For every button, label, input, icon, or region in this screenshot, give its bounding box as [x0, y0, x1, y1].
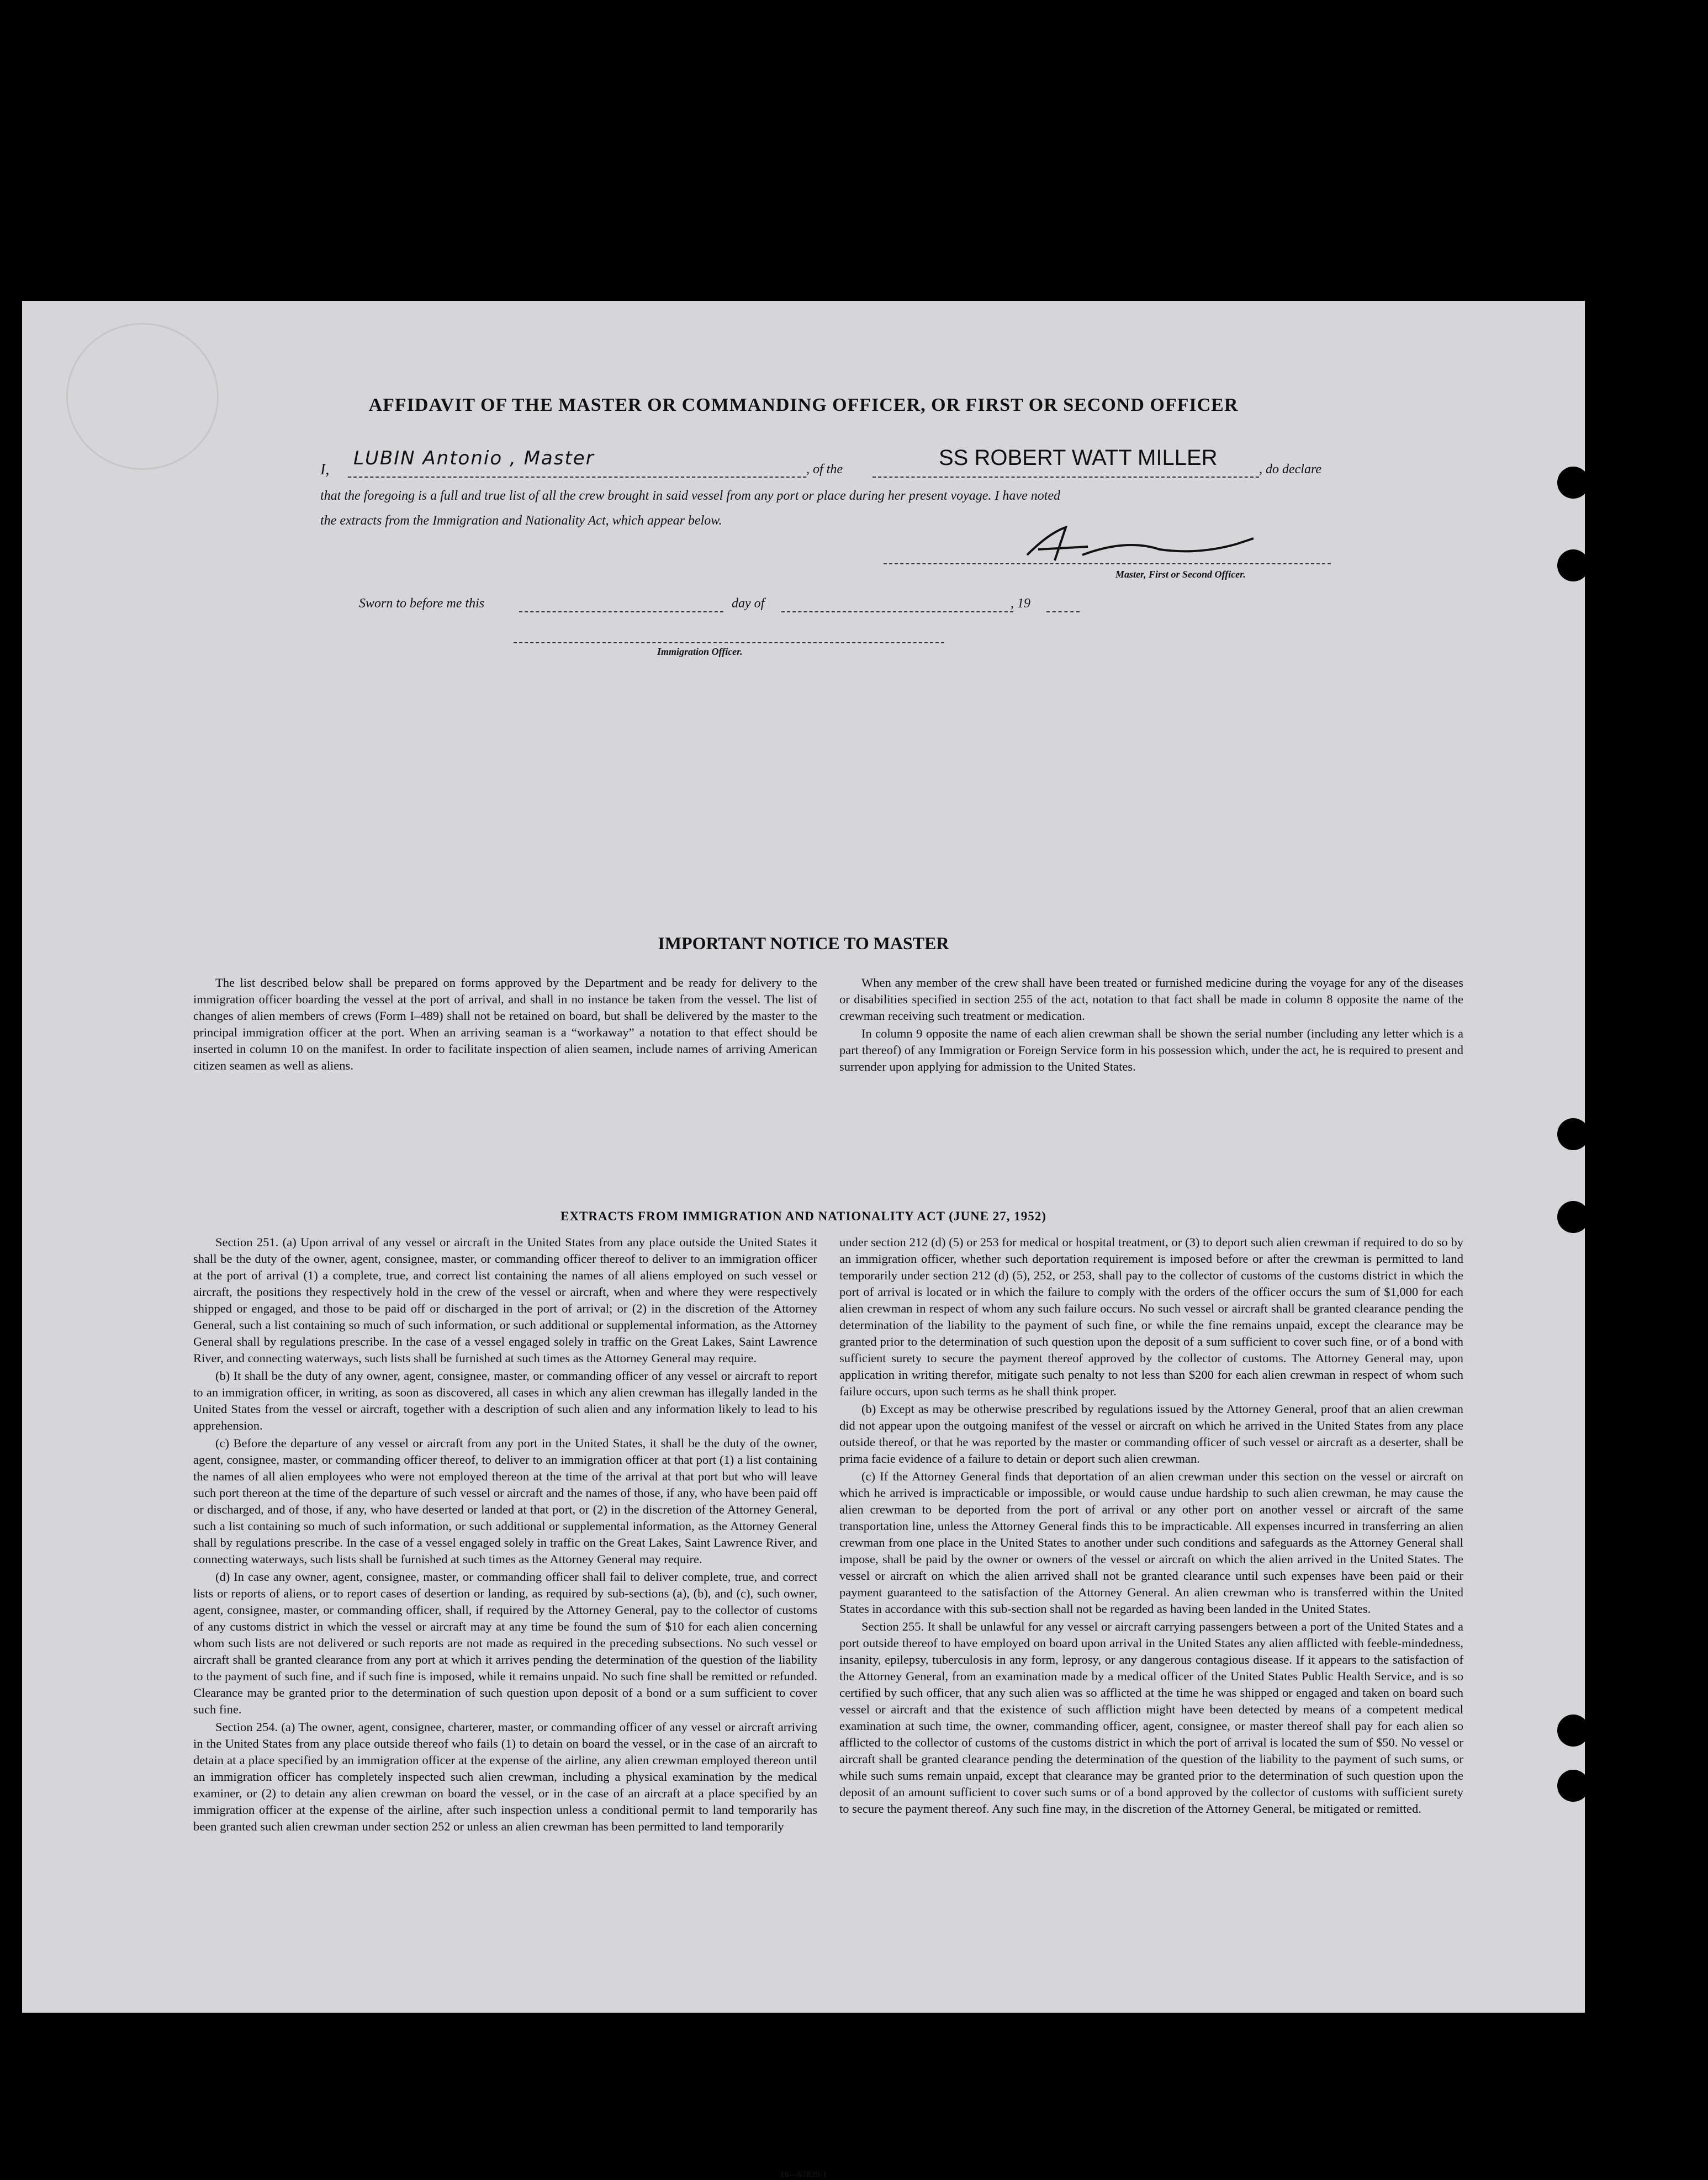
sworn-label: Sworn to before me this — [359, 596, 485, 611]
notice-right-column — [839, 975, 1463, 1076]
notice-title: IMPORTANT NOTICE TO MASTER — [658, 933, 949, 953]
extracts-right-column — [839, 1234, 1463, 1818]
year-label: , 19 — [1011, 596, 1030, 611]
extract-paragraph: (c) Before the departure of any vessel or aircraft from any port in the United States, it shall be the duty of the owner, agent, consignee, master, or commanding officer thereof, to deliver to an immigration officer at that port (1) a list containing the names of all alien employees who were not employed thereon at the time of the arrival at that port but who will leave such port thereon at the time of the departure of such vessel or aircraft and the names of those, if any, who have been paid off or discharged, and of those, if any, who have deserted or landed at that port, or (2) in the discretion of the Attorney General, such a list containing so much of such information, or such additional or supplemental information, as the Attorney General shall by regulations prescribe. In the case of a vessel engaged solely in traffic on the Great Lakes, Saint Lawrence River, and connecting waterways, such lists shall be furnished at such times as the Attorney General may require. — [193, 1436, 817, 1566]
extract-paragraph: (c) If the Attorney General finds that deportation of an alien crewman under this section on the vessel or aircraft on which he arrived is impracticable or impossible, or would cause undue hardship to such alien crewman, he may cause the alien crewman to be deported from the port of arrival or any other port on another vessel or aircraft of the same transportation line, unless the Attorney General finds this to be impracticable. All expenses incurred in transferring an alien crewman from one place in the United States to another under such conditions and safeguards as the Attorney General shall impose, shall be paid by the owner or owners of the vessel or aircraft on which the alien arrived in the United States. The vessel or aircraft on which the alien arrived shall not be granted clearance until such expenses have been paid or their payment guaranteed to the satisfaction of the Attorney General. An alien crewman who is transferred within the United States in accordance with this sub-section shall not be regarded as having been landed in the United States. — [839, 1469, 1463, 1616]
form-number: 16—67829-1 — [780, 2170, 827, 2179]
affidavit-title: AFFIDAVIT OF THE MASTER OR COMMANDING OFFICER, OR FIRST OR SECOND OFFICER — [368, 395, 1239, 415]
extract-paragraph: (d) In case any owner, agent, consignee, master, or commanding officer shall fail to deliver complete, true, and correct lists or reports of aliens, or to report cases of desertion or landing, as required by sub-sections (a), (b), and (c), such owner, agent, consignee, master, or commanding officer, shall, if required by the Attorney General, pay to the collector of customs of any customs district in which the vessel or aircraft may at any time be found the sum of $10 for each alien concerning whom such lists are not delivered or such reports are not made as required in the preceding subsections. No such vessel or aircraft shall be granted clearance from any port at which it arrives pending the determination of the question of the liability to the payment of such fine, and if such fine is imposed, while it remains unpaid. No such fine shall be remitted or refunded. Clearance may be granted prior to the determination of such question upon deposit of a bond or a sum sufficient to cover such fine. — [193, 1570, 817, 1716]
notice-paragraph: The list described below shall be prepared on forms approved by the Department and be ready for delivery to the immigration officer boarding the vessel at the port of arrival, and shall in no instance be taken from the vessel. The list of changes of alien members of crews (Form I–489) shall not be retained on board, but shall be delivered by the master to the principal immigration officer at the port. When an arriving seaman is a “workaway” a notation to that effect should be inserted in column 10 on the manifest. In order to facilitate inspection of alien seamen, include names of arriving American citizen seamen as well as aliens. — [193, 976, 817, 1072]
master-name-handwritten: LUBIN Antonio , Master — [353, 447, 595, 469]
punch-hole — [1557, 467, 1589, 499]
signature-line — [884, 563, 1331, 564]
extract-paragraph: under section 212 (d) (5) or 253 for medical or hospital treatment, or (3) to deport such alien crewman if required to do so by an immigration officer, whether such deportation requirement is imposed before or after the crewman is permitted to land temporarily under section 212 (d) (5), 252, or 253, shall pay to the collector of customs of the customs district in which the port of arrival is located or in which the failure to comply with the orders of the officer occurs the sum of $1,000 for each alien crewman in respect of whom any such failure occurs. No such vessel or aircraft shall be granted clearance pending the determination of the liability to the payment of such fine, or while the fine remains unpaid, except the clearance may be granted prior to the determination of such question upon the deposit of a sum sufficient to cover such fine, or of a bond with sufficient surety to secure the payment thereof approved by the collector of customs. The Attorney General may, upon application in writing therefor, mitigate such penalty to not less than $200 for each alien crewman in respect of whom such failure occurs, upon such terms as he shall think proper. — [839, 1235, 1463, 1398]
punch-hole — [1557, 549, 1589, 581]
sworn-month-line — [781, 611, 1013, 612]
vessel-name: SS ROBERT WATT MILLER — [939, 446, 1218, 470]
vessel-line — [872, 477, 1259, 478]
do-declare-label: , do declare — [1259, 462, 1322, 477]
notice-paragraph: In column 9 opposite the name of each alien crewman shall be shown the serial number (including any letter which is a part thereof) of any Immigration or Foreign Service form in his possession which, under the act, he is required to present and surrender upon applying for admission to the United States. — [839, 1026, 1463, 1073]
punch-hole — [1557, 1770, 1589, 1802]
i-label: I, — [320, 461, 330, 478]
affidavit-page — [22, 301, 1585, 2179]
sworn-year-line — [1046, 611, 1080, 612]
signer-caption: Master, First or Second Officer. — [1115, 569, 1246, 580]
name-line — [348, 477, 806, 478]
statement-line-2: the extracts from the Immigration and Nationality Act, which appear below. — [320, 514, 722, 528]
day-of-label: day of — [732, 596, 765, 611]
extract-paragraph: (b) Except as may be otherwise prescribed by regulations issued by the Attorney General, proof that an alien crewman did not appear upon the outgoing manifest of the vessel or aircraft on which he arrived in the United States from any place outside thereof, or that he was reported by the master or commanding officer of such vessel or aircraft as a deserter, shall be prima facie evidence of a failure to detain or deport such alien crewman. — [839, 1402, 1463, 1465]
sworn-day-line — [519, 611, 723, 612]
notice-left-column — [193, 975, 817, 1075]
punch-hole — [1557, 2062, 1589, 2094]
extract-paragraph: Section 254. (a) The owner, agent, consignee, charterer, master, or commanding officer of any vessel or aircraft arriving in the United States from any place outside thereof who fails (1) to detain on board the vessel, or in the case of an aircraft to detain at a place specified by an immigration officer at the expense of the airline, any alien crewman employed thereon until an immigration officer has completely inspected such alien crewman, including a physical examination by the medical examiner, or (2) to detain any alien crewman on board the vessel, or in the case of an aircraft at a place specified by an immigration officer at the expense of the airline, after such inspection unless a conditional permit to land temporarily has been granted such alien crewman under section 252 or unless an alien crewman has been permitted to land temporarily — [193, 1720, 817, 1833]
extracts-title: EXTRACTS FROM IMMIGRATION AND NATIONALITY ACT (JUNE 27, 1952) — [560, 1209, 1046, 1223]
officer-caption: Immigration Officer. — [657, 646, 743, 657]
extracts-left-column — [193, 1234, 817, 1836]
extract-paragraph: Section 255. It shall be unlawful for any vessel or aircraft carrying passengers between a port of the United States and a port outside thereof to have employed on board upon arrival in the United States any alien afflicted with feeble-mindedness, insanity, epilepsy, tuberculosis in any form, leprosy, or any dangerous contagious disease. If it appears to the satisfaction of the Attorney General, from an examination made by a medical officer of the United States Public Health Service, and is so certified by such officer, that any such alien was so afflicted at the time he was shipped or engaged and taken on board such vessel or aircraft and that the existence of such affliction might have been detected by means of a competent medical examination at such time, the owner, commanding officer, agent, consignee, or master thereof shall pay for each alien so afflicted to the collector of customs of the customs district in which the port of arrival is located the sum of $50. No vessel or aircraft shall be granted clearance pending the determination of the question of the liability to the payment of such sums, or while such sums remain unpaid, except that clearance may be granted prior to the determination of such question upon the deposit of an amount sufficient to cover such sums or of a bond approved by the collector of customs with sufficient surety to secure the payment thereof. Any such fine may, in the discretion of the Attorney General, be mitigated or remitted. — [839, 1620, 1463, 1816]
of-the-label: , of the — [806, 462, 843, 477]
punch-hole — [1557, 1118, 1589, 1150]
extract-paragraph: (b) It shall be the duty of any owner, agent, consignee, master, or commanding officer of any vessel or aircraft to report to an immigration officer, in writing, as soon as discovered, all cases in which any alien crewman has illegally landed in the United States from the vessel or aircraft, together with a description of such alien and any information likely to lead to his apprehension. — [193, 1369, 817, 1432]
officer-signature-line — [514, 642, 944, 643]
extract-paragraph: Section 251. (a) Upon arrival of any vessel or aircraft in the United States from any place outside the United States it shall be the duty of the owner, agent, consignee, master, or commanding officer thereof to deliver to an immigration officer at the port of arrival (1) a complete, true, and correct list containing the names of all aliens employed on such vessel or aircraft, the positions they respectively hold in the crew of the vessel or aircraft, when and where they were respectively shipped or engaged, and those to be paid off or discharged in the port of arrival; or (2) in the discretion of the Attorney General, such a list containing so much of such information, or such additional or supplemental information, as the Attorney General shall by regulations prescribe. In the case of a vessel engaged solely in traffic on the Great Lakes, Saint Lawrence River, and connecting waterways, such lists shall be furnished at such times as the Attorney General may require. — [193, 1235, 817, 1365]
punch-hole — [1557, 1715, 1589, 1747]
notice-paragraph: When any member of the crew shall have been treated or furnished medicine during the voyage for any of the diseases or disabilities specified in section 255 of the act, notation to that fact shall be made in column 8 opposite the name of the crewman receiving such treatment or medication. — [839, 976, 1463, 1023]
statement-line-1: that the foregoing is a full and true list of all the crew brought in said vessel from any port or place during her present voyage. I have noted — [320, 489, 1061, 503]
